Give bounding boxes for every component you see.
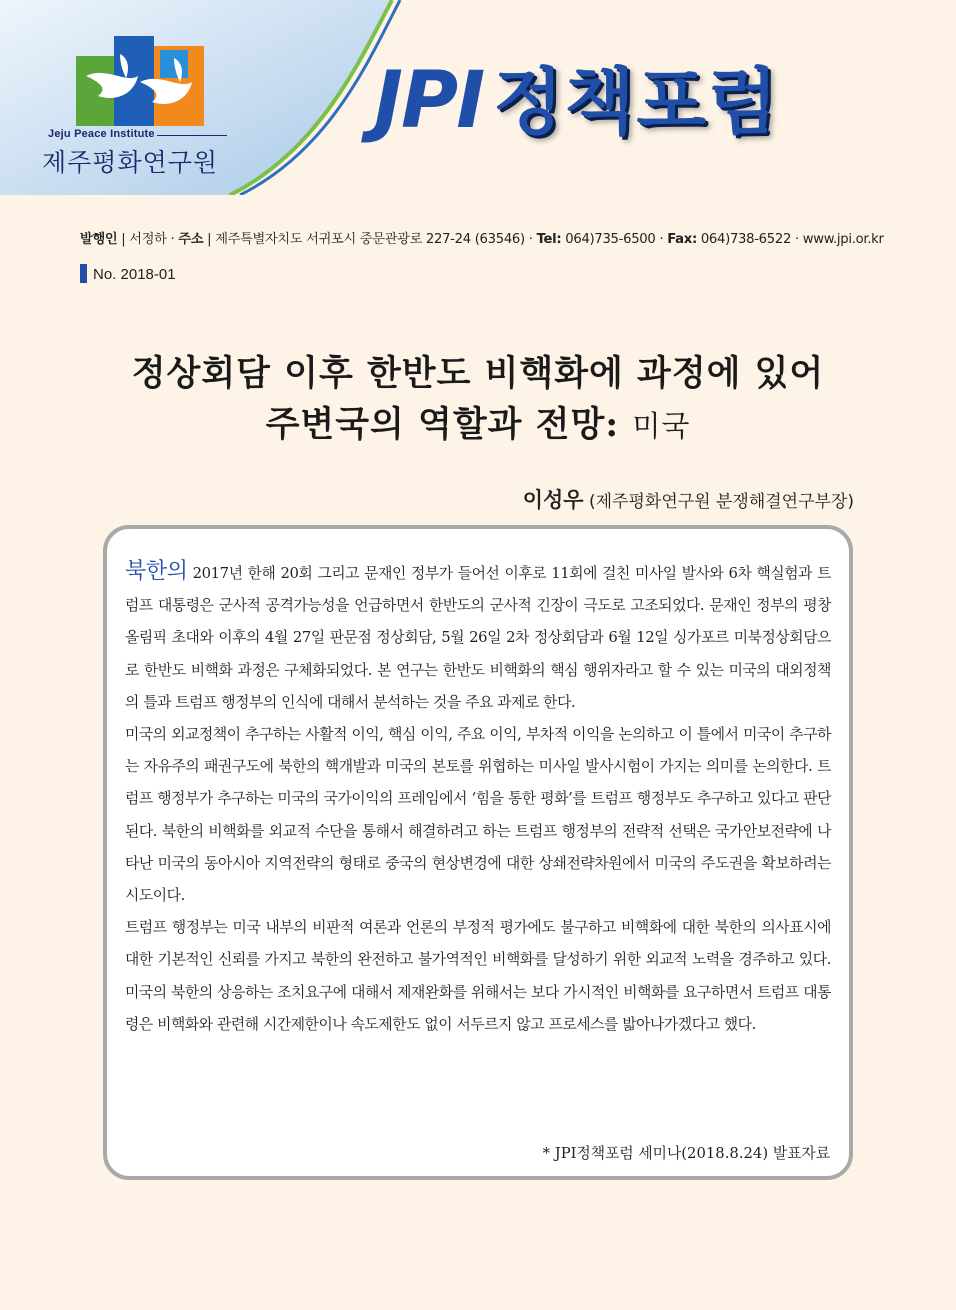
issue-number-text: No. 2018-01 — [93, 266, 176, 283]
article-title-line1: 정상회담 이후 한반도 비핵화에 과정에 있어 — [131, 353, 825, 394]
publisher: 서정하 — [129, 232, 167, 247]
article-title-main: 주변국의 역할과 전망: — [265, 404, 620, 445]
lead-word: 북한의 — [125, 559, 188, 584]
website-link[interactable]: www.jpi.or.kr — [802, 232, 884, 247]
article-title-line2 — [0, 397, 956, 447]
fax: 064)738-6522 — [700, 232, 792, 247]
footnote: * JPI정책포럼 세미나(2018.8.24) 발표자료 — [542, 1145, 830, 1162]
issue-marker — [80, 264, 87, 283]
issue-number — [80, 264, 176, 283]
brand-title: 정책포럼 — [493, 60, 780, 144]
tel: 064)735-6500 — [565, 232, 656, 247]
info-separator: | — [121, 232, 126, 247]
address: 제주특별자치도 서귀포시 중문관광로 227-24 (63546) — [215, 232, 525, 247]
publication-brand — [374, 56, 780, 146]
publication-info: 발행인 | 서정하 · 주소 | 제주특별자치도 서귀포시 중문관광로 227-24 (63546) · Tel: 064)735-6500 · Fax: 064)738-6522 · www.jpi.or.kr — [80, 232, 884, 247]
institute-korean-name: 제주평화연구원 — [42, 148, 219, 177]
jpi-logo-icon — [76, 36, 204, 126]
paragraph-text: 2017년 한해 20회 그리고 문재인 정부가 들어선 이후로 11회에 걸친 미사일 발사와 6차 핵실험과 트럼프 대통령은 군사적 공격가능성을 언급하면서 한반도의 군사적 긴장이 극도로 고조되었다. 문재인 정부의 평창올림픽 초대와 이후의 4월 27일 판문점 정상회담, 5월 26일 2차 정상회담과 6월 12일 싱가포르 미북정상회담으로 한반도 비핵화 과정은 구체화되었다. 본 연구는 한반도 비핵화의 핵심 행위자라고 할 수 있는 미국의 대외정책의 틀과 트럼프 행정부의 인식에 대해서 분석하는 것을 주요 과제로 한다. — [125, 565, 831, 711]
author-line — [523, 484, 854, 514]
address-label: 주소 — [178, 232, 204, 247]
abstract-paragraph-2: 미국의 외교정책이 추구하는 사활적 이익, 핵심 이익, 주요 이익, 부차적 이익을 논의하고 이 틀에서 미국이 추구하는 자유주의 패권구도에 북한의 핵개발과 미국의 본토를 위협하는 미사일 발사시험이 가지는 의미를 논의한다. 트럼프 행정부가 추구하는 미국의 국가이익의 프레임에서 ‘힘을 통한 평화’를 트럼프 행정부도 추구하고 있다고 판단된다. 북한의 비핵화를 외교적 수단을 통해서 해결하려고 하는 트럼프 행정부의 전략적 선택은 국가안보전략에 나타난 미국의 동아시아 지역전략의 형태로 중국의 현상변경에 대한 상쇄전략차원에서 미국의 주도권을 확보하려는 시도이다. — [125, 726, 831, 905]
institute-english-name: Jeju Peace Institute — [48, 128, 155, 140]
abstract-paragraph-3: 트럼프 행정부는 미국 내부의 비판적 여론과 언론의 부정적 평가에도 불구하고 비핵화에 대한 북한의 의사표시에 대한 기본적인 신뢰를 가지고 북한의 완전하고 불가역적인 비핵화를 달성하기 위한 외교적 노력을 경주하고 있다. 미국의 북한의 상응하는 조치요구에 대해서 제재완화를 위해서는 보다 가시적인 비핵화를 요구하면서 트럼프 대통령은 비핵화와 관련해 시간제한이나 속도제한도 없이 서두르지 않고 프로세스를 밟아나가겠다고 했다. — [125, 919, 831, 1033]
tel-label: Tel: — [536, 232, 562, 247]
abstract-paragraph-1 — [125, 556, 831, 719]
author-name: 이성우 — [522, 488, 584, 512]
brand-jpi: JPI — [374, 56, 484, 146]
publisher-label: 발행인 — [80, 232, 118, 247]
author-affiliation: (제주평화연구원 분쟁해결연구부장) — [589, 492, 854, 512]
institute-divider — [157, 135, 227, 136]
article-title-subject: 미국 — [632, 409, 691, 443]
abstract-text — [125, 556, 831, 1041]
fax-label: Fax: — [667, 232, 697, 247]
